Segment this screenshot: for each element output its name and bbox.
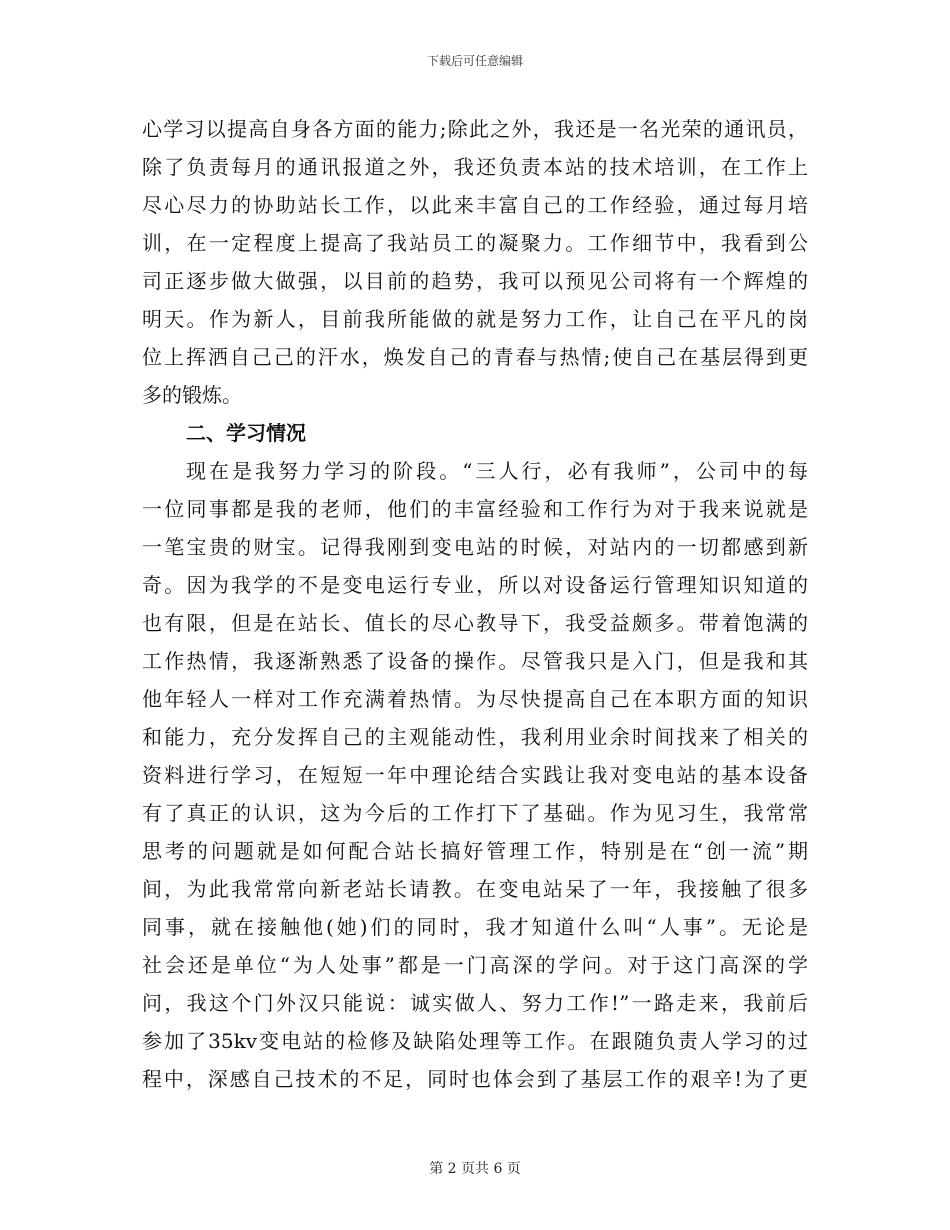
text-line: 社会还是单位“为人处事”都是一门高深的学问。对于这门高深的学 — [142, 953, 808, 977]
text-line: 位上挥洒自己己的汗水，焕发自己的青春与热情;使自己在基层得到更 — [142, 345, 808, 369]
text-line: 程中，深感自己技术的不足，同时也体会到了基层工作的艰辛!为了更 — [142, 1067, 808, 1091]
text-line: 间，为此我常常向新老站长请教。在变电站呆了一年，我接触了很多 — [142, 877, 808, 901]
text-line: 思考的问题就是如何配合站长搞好管理工作，特别是在“创一流”期 — [142, 839, 808, 863]
text-line: 司正逐步做大做强，以目前的趋势，我可以预见公司将有一个辉煌的 — [142, 269, 808, 293]
text-line: 除了负责每月的通讯报道之外，我还负责本站的技术培训，在工作上 — [142, 155, 808, 179]
text-line: 一笔宝贵的财宝。记得我刚到变电站的时候，对站内的一切都感到新 — [142, 535, 808, 559]
text-line: 有了真正的认识，这为今后的工作打下了基础。作为见习生，我常常 — [142, 801, 808, 825]
text-line: 问，我这个门外汉只能说：诚实做人、努力工作!”一路走来，我前后 — [142, 991, 808, 1015]
document-body — [142, 110, 808, 1098]
text-line: 一位同事都是我的老师，他们的丰富经验和工作行为对于我来说就是 — [142, 497, 808, 521]
text-line: 同事，就在接触他(她)们的同时，我才知道什么叫“人事”。无论是 — [142, 915, 808, 939]
text-line: 尽心尽力的协助站长工作，以此来丰富自己的工作经验，通过每月培 — [142, 193, 808, 217]
text-line: 奇。因为我学的不是变电运行专业，所以对设备运行管理知识知道的 — [142, 573, 808, 597]
page-number: 第 2 页共 6 页 — [429, 1161, 521, 1177]
text-line: 也有限，但是在站长、值长的尽心教导下，我受益颇多。带着饱满的 — [142, 611, 808, 635]
section-heading: 二、学习情况 — [186, 421, 306, 445]
text-line: 现在是我努力学习的阶段。“三人行，必有我师”，公司中的每 — [186, 459, 808, 483]
paragraph-study — [142, 452, 808, 1098]
text-line: 和能力，充分发挥自己的主观能动性，我利用业余时间找来了相关的 — [142, 725, 808, 749]
text-line: 多的锻炼。 — [142, 383, 242, 407]
text-line: 心学习以提高自身各方面的能力;除此之外，我还是一名光荣的通讯员， — [142, 117, 808, 141]
text-line: 资料进行学习，在短短一年中理论结合实践让我对变电站的基本设备 — [142, 763, 808, 787]
text-line: 明天。作为新人，目前我所能做的就是努力工作，让自己在平凡的岗 — [142, 307, 808, 331]
page-header: 下载后可任意编辑 — [426, 54, 523, 68]
text-line: 参加了35kv变电站的检修及缺陷处理等工作。在跟随负责人学习的过 — [142, 1029, 808, 1053]
paragraph-work — [142, 110, 808, 414]
text-line: 训，在一定程度上提高了我站员工的凝聚力。工作细节中，我看到公 — [142, 231, 808, 255]
text-line: 工作热情，我逐渐熟悉了设备的操作。尽管我只是入门，但是我和其 — [142, 649, 808, 673]
text-line: 他年轻人一样对工作充满着热情。为尽快提高自己在本职方面的知识 — [142, 687, 808, 711]
